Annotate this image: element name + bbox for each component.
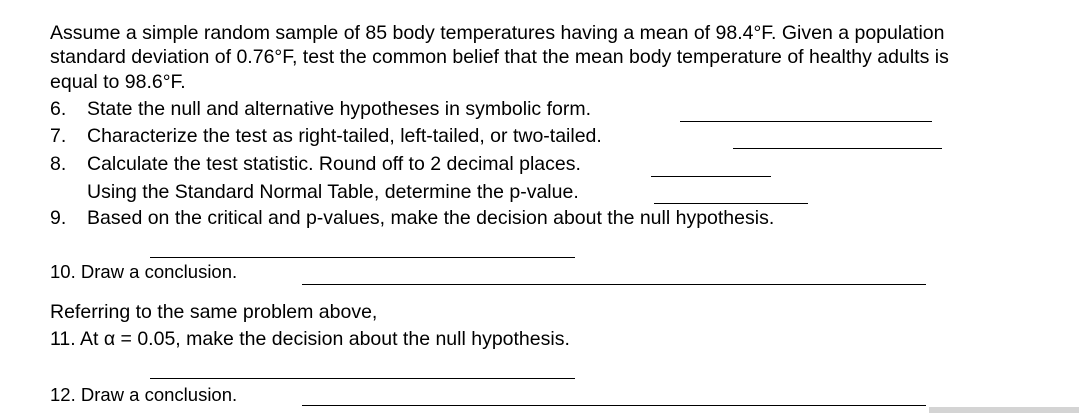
followup-intro: Referring to the same problem above, (50, 301, 378, 323)
item-11-text: 11. At α = 0.05, make the decision about the null hypothesis. (50, 328, 570, 350)
item-7-number: 7. (50, 125, 67, 147)
item-12-answer-blank[interactable] (302, 405, 926, 406)
item-10-answer-blank[interactable] (302, 284, 926, 285)
item-6-text: State the null and alternative hypotheses in symbolic form. (87, 98, 592, 120)
item-8-answer-blank[interactable] (651, 176, 771, 177)
item-7-answer-blank[interactable] (733, 148, 942, 149)
item-7-text: Characterize the test as right-tailed, left-tailed, or two-tailed. (87, 125, 602, 147)
item-8-p-value-text: Using the Standard Normal Table, determine the p-value. (87, 181, 579, 203)
item-11-answer-blank[interactable] (150, 378, 575, 379)
item-12-text: 12. Draw a conclusion. (50, 384, 238, 405)
item-10-text: 10. Draw a conclusion. (50, 261, 238, 282)
page-edge-shading (929, 407, 1079, 413)
problem-statement-line-1: Assume a simple random sample of 85 body temperatures having a mean of 98.4°F. Given a population (50, 22, 945, 44)
item-6-answer-blank[interactable] (680, 121, 932, 122)
item-9-answer-blank[interactable] (150, 257, 575, 258)
item-8-text: Calculate the test statistic. Round off to 2 decimal places. (87, 153, 581, 175)
item-9-number: 9. (50, 207, 67, 229)
item-8-number: 8. (50, 153, 67, 175)
problem-statement-line-2: standard deviation of 0.76°F, test the common belief that the mean body temperature of healthy adults is (50, 46, 949, 68)
item-6-number: 6. (50, 98, 67, 120)
item-9-text: Based on the critical and p-values, make the decision about the null hypothesis. (87, 207, 775, 229)
item-8-p-value-blank[interactable] (654, 203, 808, 204)
problem-statement-line-3: equal to 98.6°F. (50, 71, 186, 93)
